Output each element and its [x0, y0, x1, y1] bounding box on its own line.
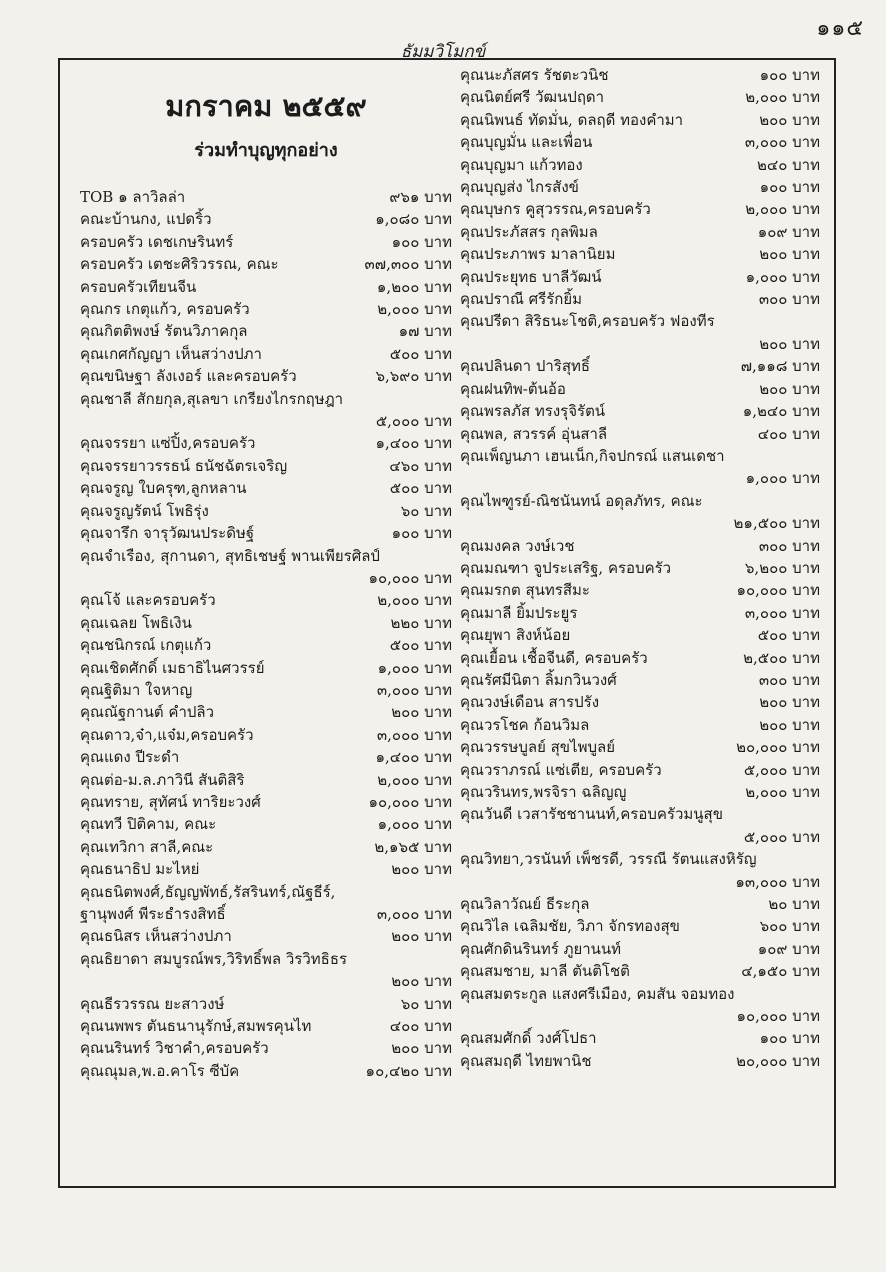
donor-name: คุณมงคล วงษ์เวช	[460, 536, 575, 555]
donation-amount: ๑๐๐ บาท	[391, 524, 452, 543]
donor-entry	[80, 320, 452, 342]
donation-amount: ๑๐๐ บาท	[391, 232, 452, 251]
donation-amount: ๖๐๐ บาท	[759, 917, 820, 936]
donation-amount: ๒๐๐ บาท	[759, 715, 820, 734]
donor-entry	[460, 154, 820, 176]
donation-amount: ๒๐๐ บาท	[391, 972, 452, 991]
donor-entry	[80, 388, 452, 433]
donor-entry	[460, 355, 820, 377]
donor-name: คุณพรลภัส ทรงรุจิรัตน์	[460, 402, 606, 421]
donor-name: คุณวรินทร,พรจิรา ฉลิญญู	[460, 783, 627, 801]
donor-entry	[460, 557, 820, 579]
donor-name: คุณเทวิกา สาลี,คณะ	[80, 837, 214, 856]
donation-amount: ๑๐,๐๐๐ บาท	[736, 581, 820, 600]
donation-amount: ๒,๐๐๐ บาท	[377, 591, 452, 610]
right-column	[460, 64, 820, 1072]
donor-name: คุณโจ้ และครอบครัว	[80, 591, 216, 610]
donor-entry	[460, 221, 820, 243]
donor-entry	[80, 455, 452, 477]
donation-amount: ๕,๐๐๐ บาท	[375, 412, 452, 431]
donor-name: คุณประภาพร มาลานิยม	[460, 245, 616, 264]
donation-amount: ๑๓,๐๐๐ บาท	[735, 872, 820, 891]
donor-name: คุณศักดินรินทร์ ภูยานนท์	[460, 939, 622, 958]
donor-name: คุณวันดี เวสารัชชานนท์,ครอบครัวมนูสุข	[460, 805, 723, 824]
donation-amount: ๑,๔๐๐ บาท	[375, 748, 452, 767]
donor-name: คุณวราภรณ์ แซ่เตีย, ครอบครัว	[460, 760, 662, 779]
donor-entry	[80, 612, 452, 634]
donor-entry	[80, 925, 452, 947]
donor-entry	[80, 769, 452, 791]
donor-name: คุณนะภัสศร รัชตะวนิช	[460, 66, 609, 84]
donation-amount: ๕๐๐ บาท	[389, 479, 452, 498]
donor-name: คุณจารึก จารุวัฒนประดิษฐ์	[80, 524, 255, 543]
donor-name: คุณยุพา สิงห์น้อย	[460, 626, 571, 645]
donation-amount: ๑,๐๐๐ บาท	[745, 469, 820, 488]
donation-amount: ๑๐๐ บาท	[759, 178, 820, 197]
donor-entry	[460, 490, 820, 535]
donor-name: คุณประภัสสร กุลพิมล	[460, 222, 598, 241]
donation-amount: ๑๗ บาท	[398, 322, 452, 341]
donor-name: คณะบ้านกง, แปดริ้ว	[80, 210, 212, 229]
donor-entry	[80, 993, 452, 1015]
donation-amount: ๕,๐๐๐ บาท	[743, 760, 820, 779]
donor-entry	[460, 848, 820, 893]
donor-name: คุณธิยาดา สมบูรณ์พร,วิริทธิ์พล วิรวิทธิธร	[80, 949, 348, 968]
donor-name: TOB ๑ ลาวิลล่า	[80, 188, 186, 206]
donor-name: คุณประยุทธ บาลีวัฒน์	[460, 267, 602, 286]
donation-amount: ๑,๒๔๐ บาท	[742, 402, 820, 421]
page-number: ๑๑๕	[816, 16, 864, 41]
donation-amount: ๒๐๐ บาท	[391, 703, 452, 722]
donor-entry	[460, 983, 820, 1028]
donor-name: คุณนิพนธ์ ทัดมั่น, ดลฤดี ทองคำมา	[460, 110, 684, 129]
donor-entry	[460, 960, 820, 982]
donation-amount: ๔๐๐ บาท	[757, 424, 820, 443]
donation-amount: ๒๐,๐๐๐ บาท	[736, 1051, 820, 1070]
donor-entry	[460, 445, 820, 490]
donor-name: คุณนพพร ตันธนานุรักษ์,สมพรคุนไท	[80, 1017, 312, 1036]
donor-entry	[80, 208, 452, 230]
donor-entry	[80, 1060, 452, 1082]
donation-amount: ๒๐,๐๐๐ บาท	[736, 738, 820, 757]
donor-entry	[80, 903, 452, 925]
donor-name: คุณวิไล เฉลิมชัย, วิภา จักรทองสุข	[460, 917, 680, 936]
donation-amount: ๒๐๐ บาท	[391, 860, 452, 879]
donor-name: คุณธนิตพงศ์,ธัญญพัทธ์,รัสรินทร์,ณัฐธีร์,	[80, 882, 336, 901]
donor-entry	[80, 791, 452, 813]
donor-entry	[460, 288, 820, 310]
donor-entry	[80, 657, 452, 679]
donation-amount: ๗,๑๑๘ บาท	[740, 357, 820, 376]
content-frame	[58, 58, 836, 1188]
donor-entry	[460, 198, 820, 220]
donor-entry	[460, 423, 820, 445]
donation-amount: ๕๐๐ บาท	[757, 626, 820, 645]
donor-entry	[460, 243, 820, 265]
donor-entry	[460, 714, 820, 736]
page-title: มกราคม ๒๕๕๙	[165, 89, 367, 123]
donor-entry	[460, 266, 820, 288]
donor-entry	[460, 669, 820, 691]
donation-amount: ๒๒๐ บาท	[390, 613, 452, 632]
donation-amount: ๑,๐๘๐ บาท	[375, 210, 452, 229]
donation-amount: ๑,๐๐๐ บาท	[377, 815, 452, 834]
donor-name: คุณต่อ-ม.ล.ภาวินี สันติสิริ	[80, 770, 245, 789]
donor-name: คุณวิทยา,วรนันท์ เพ็ชรดี, วรรณี รัตนแสงหิรัญ	[460, 850, 757, 869]
donor-entry	[80, 589, 452, 611]
donor-name: คุณณุมล,พ.อ.คาโร ซีบัค	[80, 1061, 240, 1080]
donor-name: คุณสมศักดิ์ วงศ์โปธา	[460, 1029, 597, 1048]
donation-amount: ๔,๑๕๐ บาท	[741, 962, 820, 981]
donor-name: คุณปราณี ศรีรักยิ้ม	[460, 290, 583, 309]
donor-entry	[80, 545, 452, 590]
donor-name: คุณเฉลย โพธิเงิน	[80, 613, 192, 632]
donor-name: คุณเพ็ญนภา เฮนเน็ก,กิจปกรณ์ แสนเดชา	[460, 446, 725, 465]
donor-name: คุณจรูญ ใบครุฑ,ลูกหลาน	[80, 479, 247, 498]
donation-amount: ๓๐๐ บาท	[758, 536, 820, 555]
donor-name: คุณฝนทิพ-ต้นอ้อ	[460, 379, 566, 398]
donor-entry	[80, 432, 452, 454]
donation-amount: ๒๐๐ บาท	[759, 693, 820, 712]
donor-name: ครอบครัว เตชะศิริวรรณ, คณะ	[80, 255, 279, 274]
donor-entry	[80, 522, 452, 544]
donor-name: คุณวงษ์เดือน สารปรัง	[460, 693, 600, 712]
donor-entry	[460, 781, 820, 803]
donor-entry	[80, 1015, 452, 1037]
donor-entry	[80, 679, 452, 701]
donation-amount: ๔๐๐ บาท	[389, 1017, 452, 1036]
donation-amount: ๒,๐๐๐ บาท	[745, 88, 820, 107]
donation-amount: ๓๐๐ บาท	[758, 290, 820, 309]
donation-amount: ๒๐๐ บาท	[759, 379, 820, 398]
donor-entry	[80, 343, 452, 365]
donation-amount: ๒๐๐ บาท	[391, 927, 452, 946]
donation-amount: ๓,๐๐๐ บาท	[376, 680, 452, 699]
donor-entry	[460, 109, 820, 131]
donation-amount: ๑,๐๐๐ บาท	[745, 267, 820, 286]
donor-entry	[80, 365, 452, 387]
donor-name: คุณบุญมา แก้วทอง	[460, 155, 583, 174]
donation-amount: ๑,๐๐๐ บาท	[377, 658, 452, 677]
donor-name: คุณขนิษฐา ลังเงอร์ และครอบครัว	[80, 367, 297, 386]
donor-name: คุณจรรยา แซ่ปิ้ง,ครอบครัว	[80, 434, 256, 453]
section-subtitle: ร่วมทำบุญทุกอย่าง	[194, 140, 338, 161]
donor-name: คุณฐิติมา ใจหาญ	[80, 680, 193, 699]
donor-name: คุณสมตระกูล แสงศรีเมือง, คมสัน จอมทอง	[460, 984, 735, 1003]
donor-entry	[80, 298, 452, 320]
donor-name: คุณจรรยาวรรธน์ ธนัชฉัตรเจริญ	[80, 456, 288, 475]
donor-entry	[80, 500, 452, 522]
donor-entry	[80, 858, 452, 880]
donor-name: คุณปรีดา สิริธนะโชติ,ครอบครัว ฟองทีร	[460, 312, 715, 331]
donor-name: คุณมณฑา จูประเสริฐ, ครอบครัว	[460, 558, 672, 577]
donation-amount: ๖,๒๐๐ บาท	[744, 558, 820, 577]
donation-amount: ๒๐ บาท	[768, 895, 820, 914]
donor-list-left	[80, 186, 452, 1082]
donor-entry	[80, 477, 452, 499]
donor-entry	[460, 378, 820, 400]
donor-name: คุณแดง ปีระดำ	[80, 748, 180, 767]
donor-entry	[460, 647, 820, 669]
donor-entry	[460, 131, 820, 153]
donor-name: ครอบครัวเทียนจีน	[80, 277, 197, 296]
donor-name: คุณทราย, สุทัศน์ ทาริยะวงศ์	[80, 792, 261, 811]
donor-name: คุณจรูญรัตน์ โพธิรุ่ง	[80, 501, 209, 520]
donation-amount: ๖๐ บาท	[400, 501, 452, 520]
donation-amount: ๓,๐๐๐ บาท	[376, 725, 452, 744]
donor-entry	[80, 1037, 452, 1059]
donor-name: คุณมรกต สุนทรสีมะ	[460, 581, 590, 600]
donor-name: คุณบุญมั่น และเพื่อน	[460, 133, 593, 152]
donor-entry	[460, 624, 820, 646]
donor-name: คุณสมฤดี ไทยพานิช	[460, 1051, 592, 1070]
donor-name: คุณทวี ปิติคาม, คณะ	[80, 815, 217, 834]
donation-amount: ๓,๐๐๐ บาท	[744, 133, 820, 152]
left-column	[80, 64, 452, 1082]
donation-amount: ๒๐๐ บาท	[759, 245, 820, 264]
donation-amount: ๒๔๐ บาท	[757, 155, 820, 174]
donation-amount: ๑๐๙ บาท	[757, 939, 820, 958]
donation-amount: ๕,๐๐๐ บาท	[743, 827, 820, 846]
donor-entry	[460, 535, 820, 557]
donor-name: คุณธนิสร เห็นสว่างปภา	[80, 927, 232, 946]
donation-amount: ๓,๐๐๐ บาท	[376, 905, 452, 923]
donor-name: คุณจำเรือง, สุกานดา, สุทธิเชษฐ์ พานเพียรศิลป์	[80, 546, 380, 565]
donation-amount: ๓๐๐ บาท	[758, 670, 820, 689]
donor-entry	[460, 64, 820, 86]
donor-name: คุณบุษกร คูสุวรรณ,ครอบครัว	[460, 200, 651, 219]
donor-entry	[460, 602, 820, 624]
donor-name: คุณรัศมีนิตา ลิ้มกวินวงศ์	[460, 670, 617, 689]
donor-name: คุณพล, สวรรค์ อุ่นสาลี	[460, 424, 608, 443]
donation-amount: ๑๐,๔๒๐ บาท	[365, 1061, 452, 1080]
donor-entry	[460, 310, 820, 355]
donor-name: คุณกร เกตุแก้ว, ครอบครัว	[80, 300, 250, 319]
donor-entry	[80, 724, 452, 746]
donation-amount: ๕๐๐ บาท	[389, 636, 452, 655]
donor-name: คุณมาลี ยิ้มประยูร	[460, 603, 578, 622]
donation-amount: ๓๗,๓๐๐ บาท	[364, 255, 452, 274]
donation-amount: ๒๐๐ บาท	[759, 110, 820, 129]
donor-name: คุณเกศกัญญา เห็นสว่างปภา	[80, 344, 262, 363]
donor-entry	[80, 276, 452, 298]
donor-entry	[80, 634, 452, 656]
donor-entry	[460, 691, 820, 713]
donor-entry	[80, 813, 452, 835]
donor-name: ครอบครัว เดชเกษรินทร์	[80, 232, 234, 251]
donation-amount: ๕๐๐ บาท	[389, 344, 452, 363]
donor-entry	[460, 938, 820, 960]
donor-entry	[460, 86, 820, 108]
donor-entry	[80, 881, 452, 903]
donation-amount: ๑,๔๐๐ บาท	[375, 434, 452, 453]
donation-amount: ๑๐๙ บาท	[757, 222, 820, 241]
donor-name: ฐานุพงศ์ พีระธำรงสิทธิ์	[80, 905, 226, 923]
donor-entry	[80, 253, 452, 275]
donor-name: คุณเยื้อน เชื้อจีนดี, ครอบครัว	[460, 648, 648, 667]
donor-name: คุณณัฐกานต์ คำปลิว	[80, 703, 215, 722]
donation-amount: ๒,๐๐๐ บาท	[745, 783, 820, 801]
donor-name: คุณปลินดา ปาริสุทธิ์	[460, 357, 591, 376]
donor-name: คุณเชิดศักดิ์ เมธาธิไนศวรรย์	[80, 658, 265, 677]
donor-name: คุณธีรวรรณ ยะสาวงษ์	[80, 994, 225, 1013]
donation-amount: ๖๐ บาท	[400, 994, 452, 1013]
donor-name: คุณวรโชค ก้อนวิมล	[460, 715, 590, 734]
donation-amount: ๒,๐๐๐ บาท	[377, 770, 452, 789]
donor-name: คุณบุญส่ง ไกรสังข์	[460, 178, 579, 197]
donor-entry	[460, 579, 820, 601]
donation-amount: ๖,๖๙๐ บาท	[375, 367, 452, 386]
donor-list-right	[460, 64, 820, 1072]
running-header: ธัมมวิโมกข์	[400, 42, 486, 62]
donation-amount: ๙๖๑ บาท	[389, 188, 452, 206]
donor-entry	[460, 893, 820, 915]
donor-entry	[460, 803, 820, 848]
donor-entry	[460, 400, 820, 422]
donor-entry	[80, 231, 452, 253]
donation-amount: ๒๐๐ บาท	[759, 334, 820, 353]
donation-amount: ๒,๑๖๕ บาท	[374, 837, 452, 856]
donation-amount: ๑๐๐ บาท	[759, 66, 820, 84]
donation-amount: ๒,๕๐๐ บาท	[743, 648, 820, 667]
donor-name: คุณกิตติพงษ์ รัตนวิภาคกุล	[80, 322, 248, 341]
donor-entry	[460, 759, 820, 781]
donor-name: คุณชาลี สักยกุล,สุเลขา เกรียงไกรกฤษฎา	[80, 389, 344, 408]
donor-entry	[80, 836, 452, 858]
donor-name: คุณดาว,จ๋า,แจ๋ม,ครอบครัว	[80, 725, 254, 744]
donation-amount: ๒๑,๕๐๐ บาท	[733, 514, 820, 533]
donor-entry	[460, 915, 820, 937]
donation-amount: ๒,๐๐๐ บาท	[377, 300, 452, 319]
donor-name: คุณธนาธิป มะไหย่	[80, 860, 200, 879]
donor-entry	[460, 736, 820, 758]
donation-amount: ๒,๐๐๐ บาท	[745, 200, 820, 219]
donation-amount: ๑๐,๐๐๐ บาท	[368, 568, 452, 587]
donor-name: คุณชนิกรณ์ เกตุแก้ว	[80, 636, 212, 655]
donor-entry	[460, 176, 820, 198]
donation-amount: ๑๐,๐๐๐ บาท	[368, 792, 452, 811]
donation-amount: ๔๖๐ บาท	[389, 456, 452, 475]
donor-entry	[460, 1050, 820, 1072]
donor-entry	[80, 948, 452, 993]
donation-amount: ๑,๒๐๐ บาท	[376, 277, 452, 296]
donor-entry	[80, 701, 452, 723]
donor-name: คุณวิลาวัณย์ ธีระกุล	[460, 895, 590, 914]
donation-amount: ๑๐,๐๐๐ บาท	[736, 1007, 820, 1026]
donor-name: คุณสมชาย, มาลี ตันติโชติ	[460, 962, 630, 981]
donor-name: คุณนิตย์ศรี วัฒนปฤดา	[460, 88, 605, 107]
donor-entry	[80, 746, 452, 768]
donor-name: คุณนรินทร์ วิชาคำ,ครอบครัว	[80, 1039, 269, 1058]
donation-amount: ๒๐๐ บาท	[391, 1039, 452, 1058]
donation-amount: ๑๐๐ บาท	[759, 1029, 820, 1048]
donor-name: คุณวรรษบูลย์ สุขไพบูลย์	[460, 738, 615, 757]
donor-entry	[460, 1027, 820, 1049]
donor-name: คุณไพฑูรย์-ณิชนันทน์ อดุลภัทร, คณะ	[460, 491, 703, 510]
donor-entry	[80, 186, 452, 208]
donation-amount: ๓,๐๐๐ บาท	[744, 603, 820, 622]
